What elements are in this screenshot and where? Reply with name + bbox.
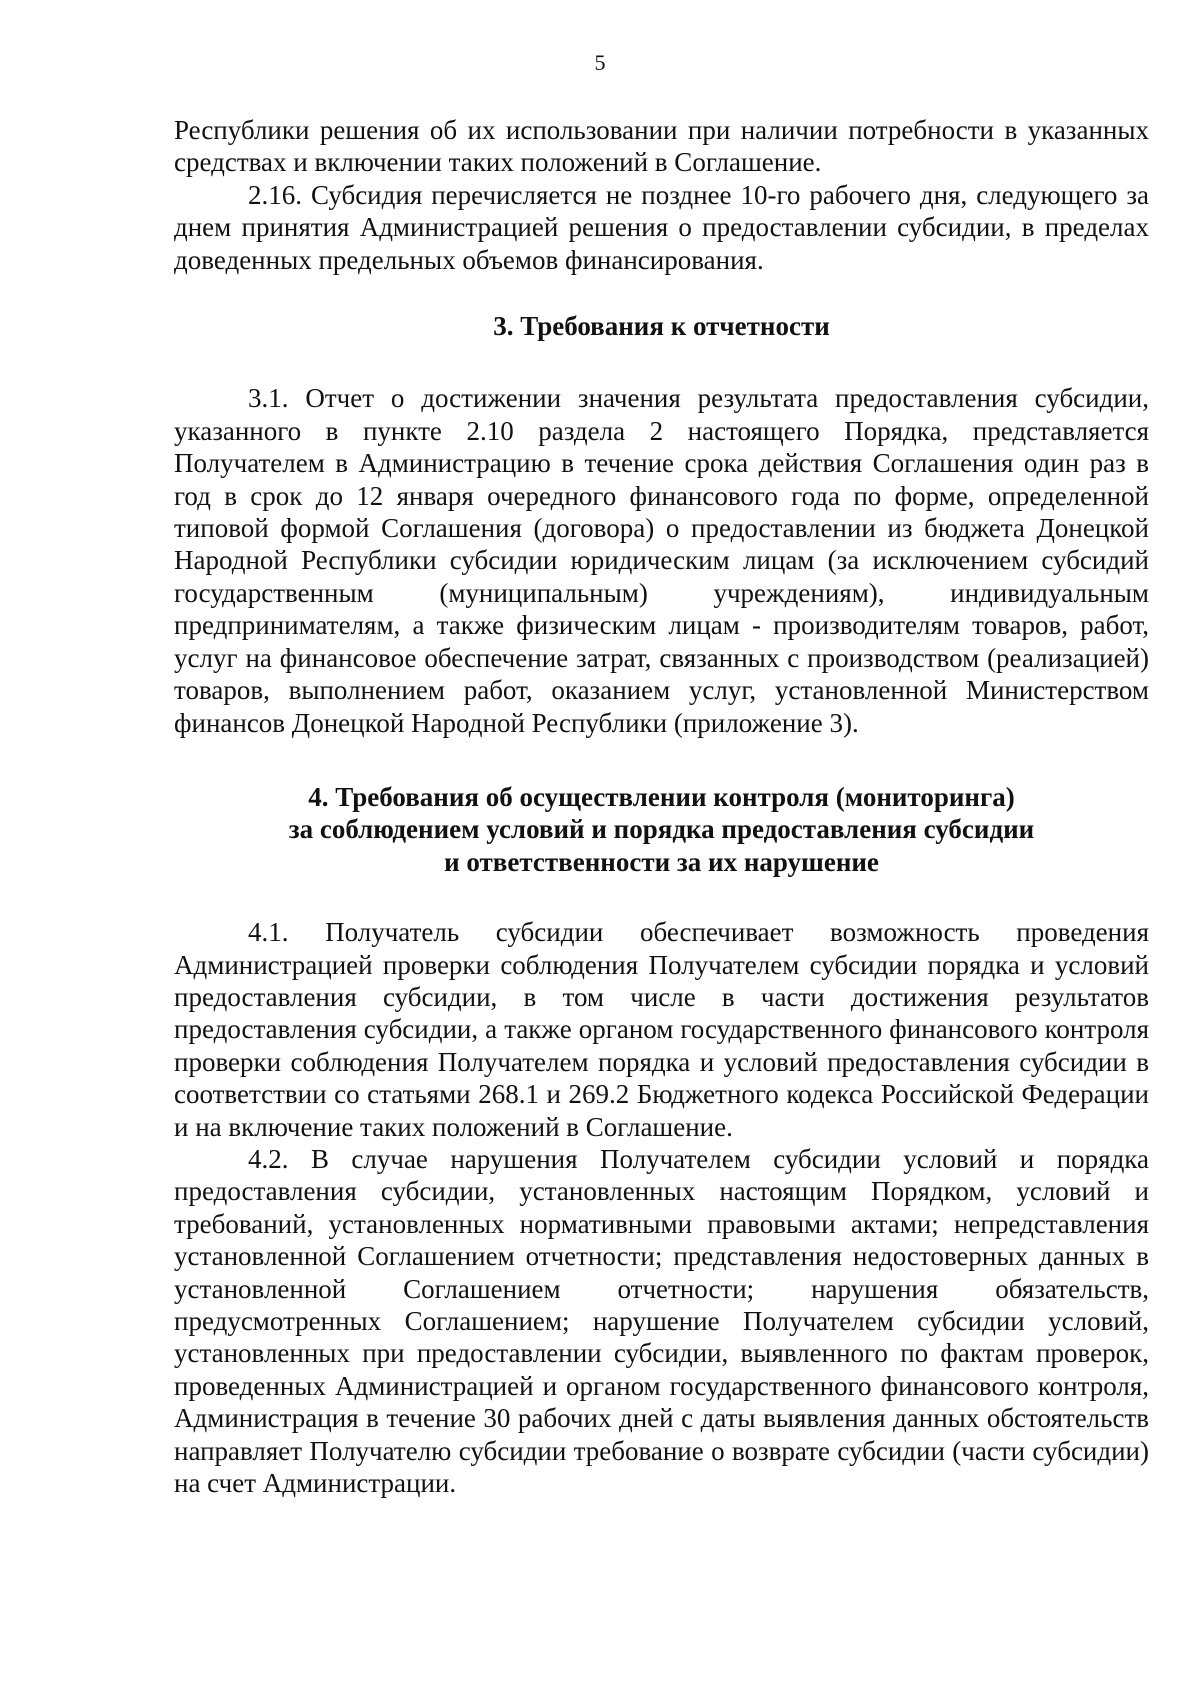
paragraph-3-1: 3.1. Отчет о достижении значения результата предоставления субсидии, указанного в пункте 2.10 раздела 2 настоящего Порядка, представляется Получателем в Администрацию в течение срока действия Соглашения один раз в год в срок до 12 января очередного финансового года по форме, определенной типовой формой Соглашения (договора) о предоставлении из бюджета Донецкой Народной Республики субсидии юридическим лицам (за исключением субсидий государственным (муниципальным) учреждениям), индивидуальным предпринимателям, а также физическим лицам - производителям товаров, работ, услуг на финансовое обеспечение затрат, связанных с производством (реализацией) товаров, выполнением работ, оказанием услуг, установленной Министерством финансов Донецкой Народной Республики (приложение 3). — [174, 383, 1149, 738]
page-number: 5 — [594, 50, 606, 75]
section-3-heading: 3. Требования к отчетности — [493, 311, 830, 342]
paragraph-4-1: 4.1. Получатель субсидии обеспечивает возможность проведения Администрацией проверки соблюдения Получателем субсидии порядка и условий предоставления субсидии, в том числе в части достижения результатов предоставления субсидии, а также органом государственного финансового контроля проверки соблюдения Получателем порядка и условий предоставления субсидии в соответствии со статьями 268.1 и 269.2 Бюджетного кодекса Российской Федерации и на включение таких положений в Соглашение. — [174, 917, 1149, 1142]
section-4-heading-line: за соблюдением условий и порядка предоставления субсидии — [288, 814, 1035, 845]
paragraph-4-2: 4.2. В случае нарушения Получателем субсидии условий и порядка предоставления субсидии, установленных настоящим Порядком, условий и требований, установленных нормативными правовыми актами; непредставления установленной Соглашением отчетности; представления недостоверных данных в установленной Соглашением отчетности; нарушения обязательств, предусмотренных Соглашением; нарушение Получателем субсидии условий, установленных при предоставлении субсидии, выявленного по фактам проверок, проведенных Администрацией и органом государственного финансового контроля, Администрация в течение 30 рабочих дней с даты выявления данных обстоятельств направляет Получателю субсидии требование о возврате субсидии (части субсидии) на счет Администрации. — [174, 1143, 1149, 1499]
paragraph-2-16: 2.16. Субсидия перечисляется не позднее 10-го рабочего дня, следующего за днем принятия Администрацией решения о предоставлении субсидии, в пределах доведенных предельных объемов финансирования. — [174, 179, 1149, 275]
section-4-heading-line: 4. Требования об осуществлении контроля (мониторинга) — [308, 781, 1015, 812]
document-body — [174, 114, 1149, 1499]
section-4-heading — [174, 781, 1149, 878]
paragraph-continuation: Республики решения об их использовании при наличии потребности в указанных средствах и включении таких положений в Соглашение. — [174, 115, 1149, 178]
section-4-heading-line: и ответственности за их нарушение — [444, 846, 879, 877]
